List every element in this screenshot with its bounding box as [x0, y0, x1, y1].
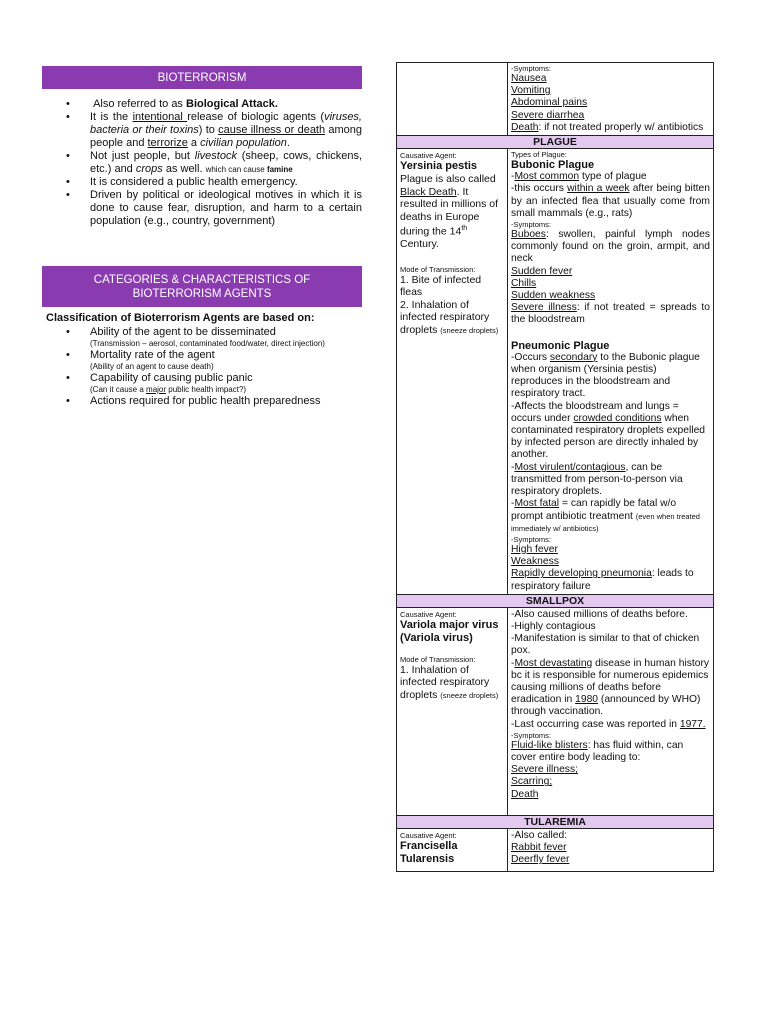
list-item: • Actions required for public health preparedness — [42, 395, 362, 408]
list-item: • Not just people, but livestock (sheep, cows, chickens, etc.) and crops as well. which can cause famine — [42, 150, 362, 176]
tularemia-details-cell: -Also called: Rabbit fever Deerfly fever — [511, 829, 570, 866]
table-row — [397, 148, 713, 594]
classification-bullets — [42, 326, 362, 408]
empty-cell — [397, 63, 508, 135]
symptoms-cell: -Symptoms: Nausea Vomiting Abdominal pains Severe diarrhea Death: if not treated properly w/ antibiotics — [511, 64, 704, 133]
banner-title: BIOTERRORISM — [157, 71, 247, 84]
list-item: • Also referred to as Biological Attack. — [42, 98, 362, 111]
list-item: • It is considered a public health emergency. — [42, 176, 362, 189]
agents-table — [396, 62, 714, 872]
bioterrorism-bullets — [42, 98, 362, 228]
plague-agent-cell: Causative Agent: Yersinia pestis Plague is also called Black Death. It resulted in millions of deaths in Europe during the 14th Century. Mode of Transmission: 1. Bite of infected fleas 2. Inhalation of infected respiratory droplets (sneeze droplets) — [397, 149, 508, 594]
list-item: • Mortality rate of the agent (Ability of an agent to cause death) — [42, 349, 362, 372]
smallpox-header: SMALLPOX — [397, 594, 713, 607]
tularemia-header: TULAREMIA — [397, 815, 713, 828]
list-item: • Capability of causing public panic (Can it cause a major public health impact?) — [42, 372, 362, 395]
table-row — [397, 607, 713, 815]
list-item: • Ability of the agent to be disseminated (Transmission – aerosol, contaminated food/water, direct injection) — [42, 326, 362, 349]
plague-details-cell: Types of Plague: Bubonic Plague -Most common type of plague -this occurs within a week after being bitten by an infected flea that usually come from small mammals (e.g., rats) -Symptoms: Buboes: swollen, painful lymph nodes commonly found on the groin, armpit, and neck Sudden fever Chills Sudden weakness Severe illness: if not treated = spreads to the bloodstream Pneumonic Plague -Occurs secondary to the Bubonic plague when organism (Yersinia pestis) reproduces in the bloodstream and respiratory tract. -Affects the bloodstream and lungs = occurs under crowded conditions when contaminated respiratory droplets expelled by infected person are directly inhaled by another. -Most virulent/contagious, can be transmitted from person-to-person via respiratory droplets. -Most fatal = can rapidly be fatal w/o prompt antibiotic treatment (even when treated immediately w/ antibiotics) -Symptoms: High fever Weakness Rapidly developing pneumonia: leads to respiratory failure — [511, 150, 711, 592]
table-row — [397, 828, 713, 872]
list-item: • Driven by political or ideological motives in which it is done to cause fear, disruption, and harm to a certain population (e.g., country, government) — [42, 189, 362, 228]
table-row — [397, 63, 713, 135]
tularemia-agent-cell: Causative Agent: Francisella Tularensis — [397, 829, 508, 872]
smallpox-agent-cell: Causative Agent: Variola major virus (Variola virus) Mode of Transmission: 1. Inhalation of infected respiratory droplets (sneeze droplets) — [397, 608, 508, 815]
plague-header: PLAGUE — [397, 135, 713, 148]
banner-line-1: CATEGORIES & CHARACTERISTICS OF — [93, 273, 311, 286]
bioterrorism-banner — [42, 66, 362, 89]
categories-banner — [42, 266, 362, 307]
list-item: • It is the intentional release of biologic agents (viruses, bacteria or their toxins) to cause illness or death among people and terrorize a civilian population. — [42, 111, 362, 150]
banner-line-2: BIOTERRORISM AGENTS — [132, 287, 272, 300]
smallpox-details-cell: -Also caused millions of deaths before. -Highly contagious -Manifestation is similar to that of chicken pox. -Most devastating disease in human history bc it is responsible for numerous epidemics causing millions of deaths before eradication in 1980 (announced by WHO) through vaccination. -Last occurring case was reported in 1977. -Symptoms: Fluid-like blisters: has fluid within, can cover entire body leading to: Severe illness; Scarring; Death — [511, 608, 710, 800]
classification-heading: Classification of Bioterrorism Agents are based on: — [46, 312, 315, 324]
